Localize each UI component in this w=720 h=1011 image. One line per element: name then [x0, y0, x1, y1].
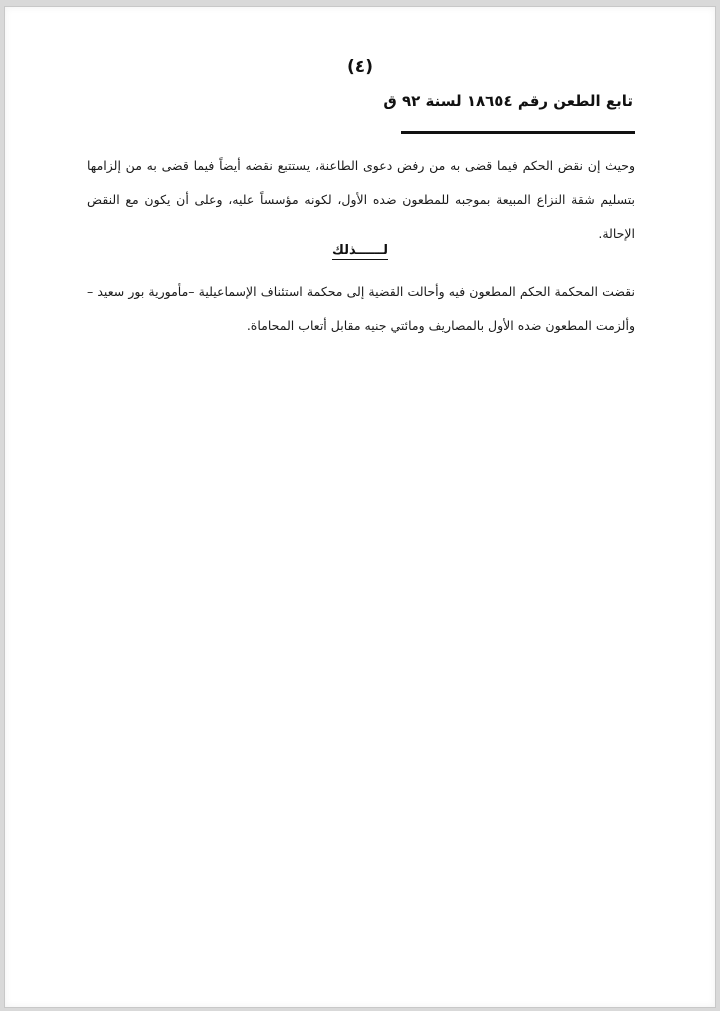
heading-underline [401, 131, 635, 134]
paragraph-reasoning: وحيث إن نقض الحكم فيما قضى به من رفض دعوى الطاعنة، يستتبع نقضه أيضاً فيما قضى به من إلزامها بتسليم شقة النزاع المبيعة بموجبه للمطعون ضده الأول، لكونه مؤسساً عليه، وعلى أن يكون مع النقض الإحالة. [87, 158, 635, 241]
case-heading: تابع الطعن رقم ١٨٦٥٤ لسنة ٩٢ ق [383, 92, 633, 110]
section-title: لــــــذلك [331, 243, 389, 258]
document-page [4, 6, 716, 1008]
section-title-container [5, 243, 715, 258]
page-number: (٤) [347, 57, 373, 77]
paragraph-ruling: نقضت المحكمة الحكم المطعون فيه وأحالت القضية إلى محكمة استئناف الإسماعيلية –مأمورية بور سعيد – وألزمت المطعون ضده الأول بالمصاريف ومائتي جنيه مقابل أتعاب المحاماة. [87, 284, 635, 333]
